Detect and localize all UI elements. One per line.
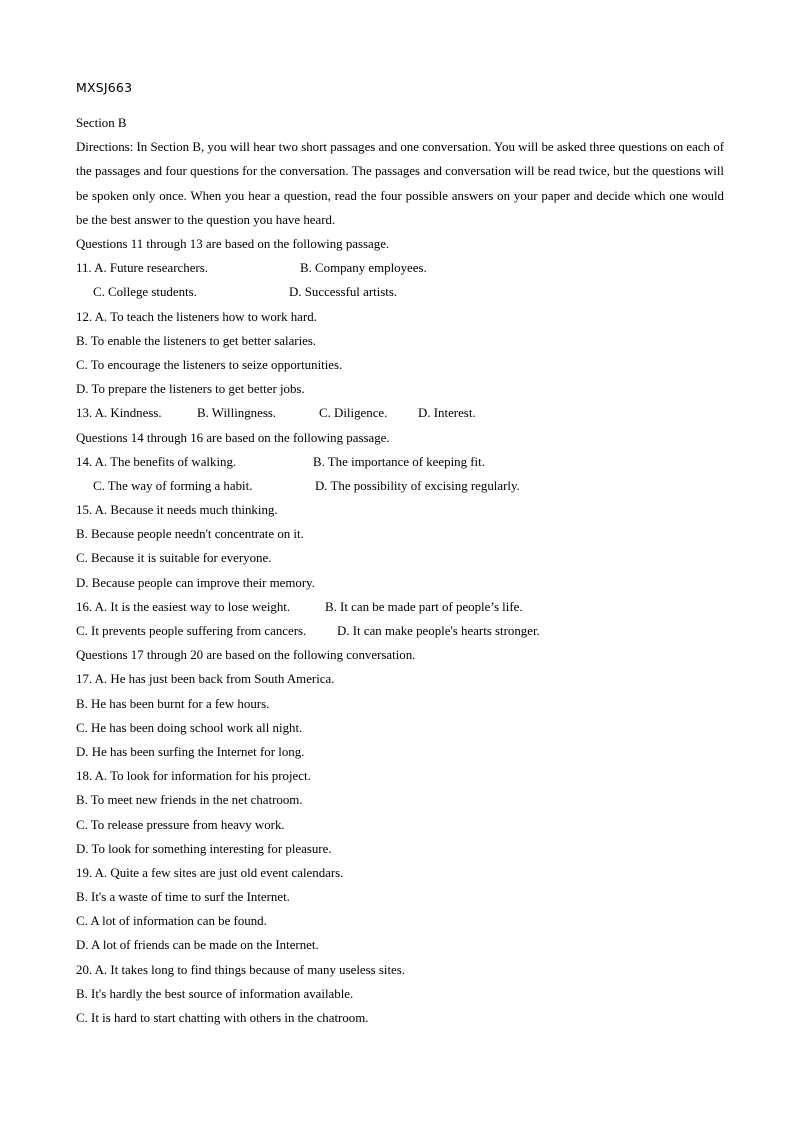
q15-option-a: 15. A. Because it needs much thinking. (76, 503, 278, 518)
group1-intro: Questions 11 through 13 are based on the following passage. (76, 237, 390, 251)
q19-option-b: B. It's a waste of time to surf the Internet. (76, 890, 290, 905)
q16-option-a: 16. A. It is the easiest way to lose weight. (76, 599, 291, 614)
q17-option-d: D. He has been surfing the Internet for long. (76, 744, 305, 759)
q14-option-c: C. The way of forming a habit. (93, 478, 253, 493)
question-16-row-2 (76, 619, 724, 643)
q12-option-b: B. To enable the listeners to get better salaries. (76, 333, 317, 348)
q18-option-b: B. To meet new friends in the net chatroom. (76, 793, 303, 808)
q19-option-c: C. A lot of information can be found. (76, 914, 267, 929)
q15-option-d: D. Because people can improve their memory. (76, 575, 315, 590)
q11-option-a: 11. A. Future researchers. (76, 261, 208, 276)
q14-option-b: B. The importance of keeping fit. (313, 454, 485, 469)
section-title: Section B (76, 116, 127, 130)
q12-option-d: D. To prepare the listeners to get better jobs. (76, 382, 305, 397)
question-11-row-1 (76, 256, 724, 280)
q13-option-c: C. Diligence. (319, 406, 388, 421)
question-11-row-2 (76, 280, 724, 304)
q15-option-b: B. Because people needn't concentrate on it. (76, 527, 304, 542)
q20-option-b: B. It's hardly the best source of information available. (76, 986, 354, 1001)
q16-option-c: C. It prevents people suffering from cancers. (76, 624, 307, 638)
q13-option-d: D. Interest. (418, 406, 476, 421)
q14-option-d: D. The possibility of excising regularly. (315, 478, 520, 493)
q12-option-c: C. To encourage the listeners to seize opportunities. (76, 357, 343, 372)
document-code: MXSJ663 (76, 80, 133, 95)
q18-option-a: 18. A. To look for information for his project. (76, 769, 311, 784)
q16-option-b: B. It can be made part of people’s life. (325, 599, 523, 614)
q16-option-d: D. It can make people's hearts stronger. (337, 624, 540, 638)
listening-section (76, 111, 724, 1030)
q18-option-d: D. To look for something interesting for pleasure. (76, 841, 332, 856)
q11-option-c: C. College students. (93, 285, 197, 300)
q20-option-a: 20. A. It takes long to find things because of many useless sites. (76, 962, 406, 977)
q14-option-a: 14. A. The benefits of walking. (76, 454, 237, 469)
q13-option-a: 13. A. Kindness. (76, 406, 162, 421)
q17-option-b: B. He has been burnt for a few hours. (76, 696, 270, 711)
question-14-row-1 (76, 450, 724, 474)
question-14-row-2 (76, 474, 724, 498)
q18-option-c: C. To release pressure from heavy work. (76, 817, 285, 832)
q19-option-d: D. A lot of friends can be made on the Internet. (76, 938, 319, 953)
q15-option-c: C. Because it is suitable for everyone. (76, 551, 272, 566)
q12-option-a: 12. A. To teach the listeners how to work hard. (76, 309, 317, 324)
q17-option-c: C. He has been doing school work all night. (76, 720, 303, 735)
q17-option-a: 17. A. He has just been back from South America. (76, 672, 335, 687)
q19-option-a: 19. A. Quite a few sites are just old event calendars. (76, 865, 344, 880)
group3-intro: Questions 17 through 20 are based on the following conversation. (76, 648, 416, 663)
group2-intro: Questions 14 through 16 are based on the following passage. (76, 430, 390, 445)
directions-paragraph: Directions: In Section B, you will hear two short passages and one conversation. You will be asked three questions on each of the passages and four questions for the conversation. The passages and conversation will be read twice, but the questions will be spoken only once. When you hear a question, read the four possible answers on your paper and decide which one would be the best answer to the question you have heard. (76, 140, 724, 227)
question-16-row-1 (76, 595, 724, 619)
q20-option-c: C. It is hard to start chatting with others in the chatroom. (76, 1011, 369, 1025)
question-13-row (76, 401, 724, 425)
q13-option-b: B. Willingness. (197, 406, 277, 421)
q11-option-b: B. Company employees. (300, 261, 427, 276)
q11-option-d: D. Successful artists. (289, 285, 398, 300)
